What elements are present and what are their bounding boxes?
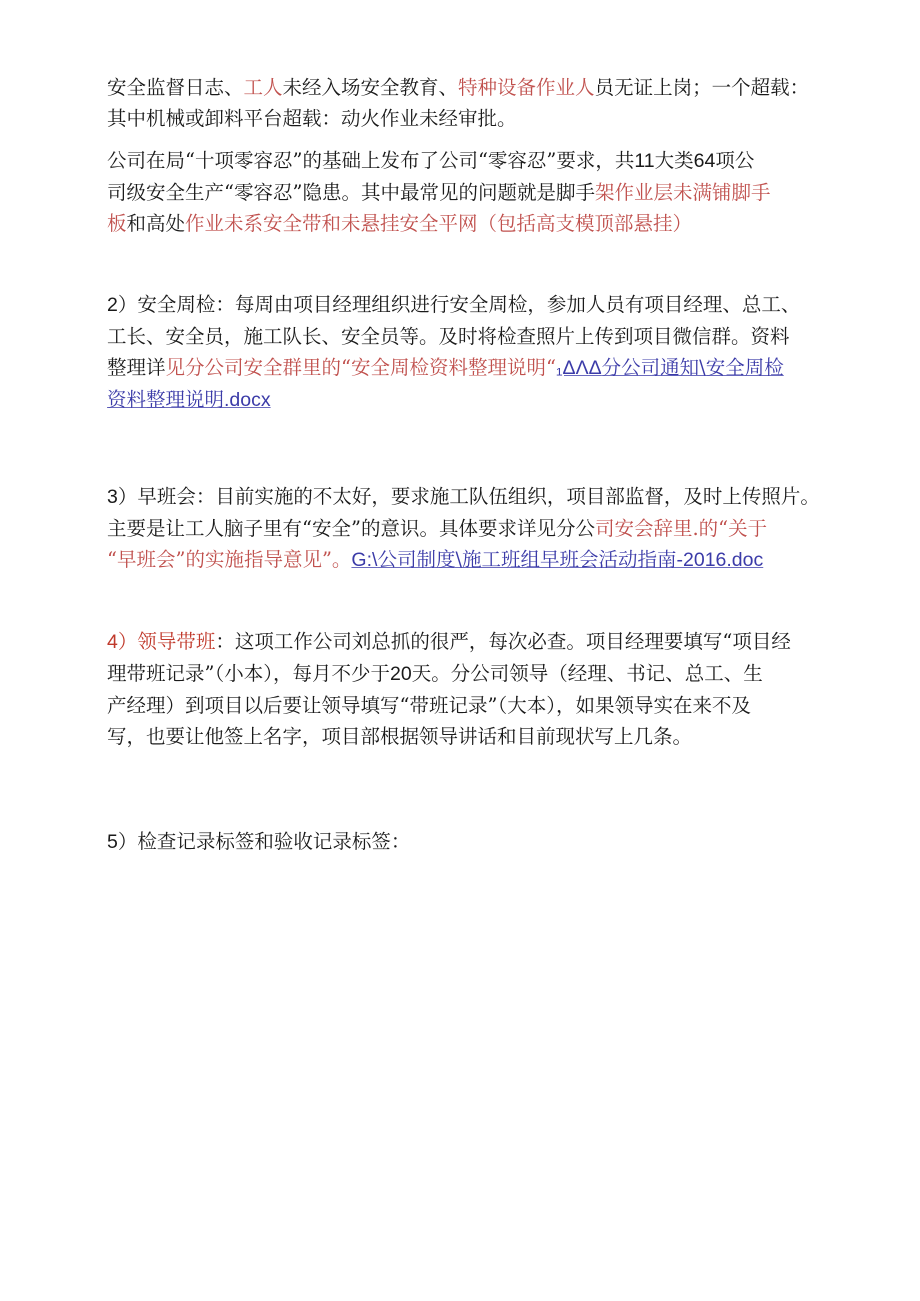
text-line [107,658,822,690]
text-run: 工人 [243,76,283,99]
text-line [107,544,822,576]
text-run: 主要是让工人脑子里有“安全”的意识。具体要求详见分公 [107,517,595,540]
text-run: 架作业层未满铺脚手 [594,181,771,204]
text-run: 特种设备作业人 [458,76,595,99]
text-run: ：这项工作公司刘总抓的很严，每次必查。项目经理要填写“项目经 [215,630,791,653]
text-line [107,384,822,416]
paragraph-inspection-labels [107,826,822,858]
file-link[interactable]: .docx [224,389,271,411]
text-line [107,690,822,721]
text-run: 和高处 [126,212,186,235]
file-link[interactable]: 资料整理说明 [107,388,225,411]
text-run: 64 [693,150,716,172]
text-run: 项公 [715,149,755,172]
file-link[interactable]: G:\ [351,549,378,571]
text-run: ）检查记录标签和验收记录标签： [117,830,411,853]
text-run: 员无证上岗；一个超载： [594,76,810,99]
file-link[interactable]: 公司制度\施工班组早班会活动指南 [377,548,677,571]
file-link[interactable]: -2016.doc [676,549,764,571]
text-run: ）早班会：目前实施的不太好，要求施工队伍组织，项目部监督，及时上传照片。 [117,485,820,508]
text-run: 理带班记录”（小本），每月不少于 [107,662,390,685]
text-line [107,321,822,352]
text-run: 天。分公司领导（经理、书记、总工、生 [411,662,763,685]
text-run: 作业未系安全带和未悬挂安全平网（包括高支模顶部悬挂） [185,212,693,235]
text-line [107,177,822,208]
paragraph-weekly-inspection [107,289,822,416]
text-run: 司安会辞里.的“关于 [594,517,768,540]
file-link[interactable]: ₁ΔΛΔ [555,357,602,379]
text-run: 公司在局“十项零容忍”的基础上发布了公司“零容忍”要求，共 [107,149,635,172]
text-run: 安全监督日志、 [107,76,244,99]
text-line [107,145,822,177]
paragraph-zero-tolerance [107,145,822,239]
paragraph-leader-on-duty [107,626,822,752]
text-run: 11 [634,150,655,172]
text-line [107,626,822,658]
text-run: 未经入场安全教育、 [282,76,459,99]
text-run: 大类 [654,149,694,172]
text-run: 2 [107,294,118,316]
text-run: 3 [107,486,118,508]
text-line [107,513,822,544]
file-link[interactable]: 分公司通知\安全周检 [601,356,784,379]
text-run: 板 [107,212,127,235]
paragraph-safety-log [107,72,822,134]
text-run: 20 [389,663,412,685]
text-line [107,481,822,513]
text-run: 整理详 [107,356,166,379]
text-line [107,208,822,239]
text-line [107,826,822,858]
text-run: 5 [107,831,118,853]
text-run: 其中机械或卸料平台超载：动火作业未经审批。 [107,107,517,130]
text-line [107,72,822,103]
text-run: 司级安全生产“零容忍”隐患。其中最常见的问题就是脚手 [107,181,595,204]
text-line [107,352,822,384]
text-line [107,721,822,752]
text-run: 产经理）到项目以后要让领导填写“带班记录”（大本），如果领导实在来不及 [107,694,751,717]
text-run: 写，也要让他签上名字，项目部根据领导讲话和目前现状写上几条。 [107,725,693,748]
text-line [107,289,822,321]
text-run: 4 [107,631,118,653]
text-run: “早班会”的实施指导意见”。 [107,548,352,571]
text-run: 工长、安全员，施工队长、安全员等。及时将检查照片上传到项目微信群。资料 [107,325,790,348]
text-line [107,103,822,134]
text-run: ）安全周检：每周由项目经理组织进行安全周检，参加人员有项目经理、总工、 [117,293,801,316]
text-run: 见分公司安全群里的“安全周检资料整理说明“ [165,356,556,379]
text-run: ）领导带班 [117,630,216,653]
paragraph-morning-meeting [107,481,822,576]
